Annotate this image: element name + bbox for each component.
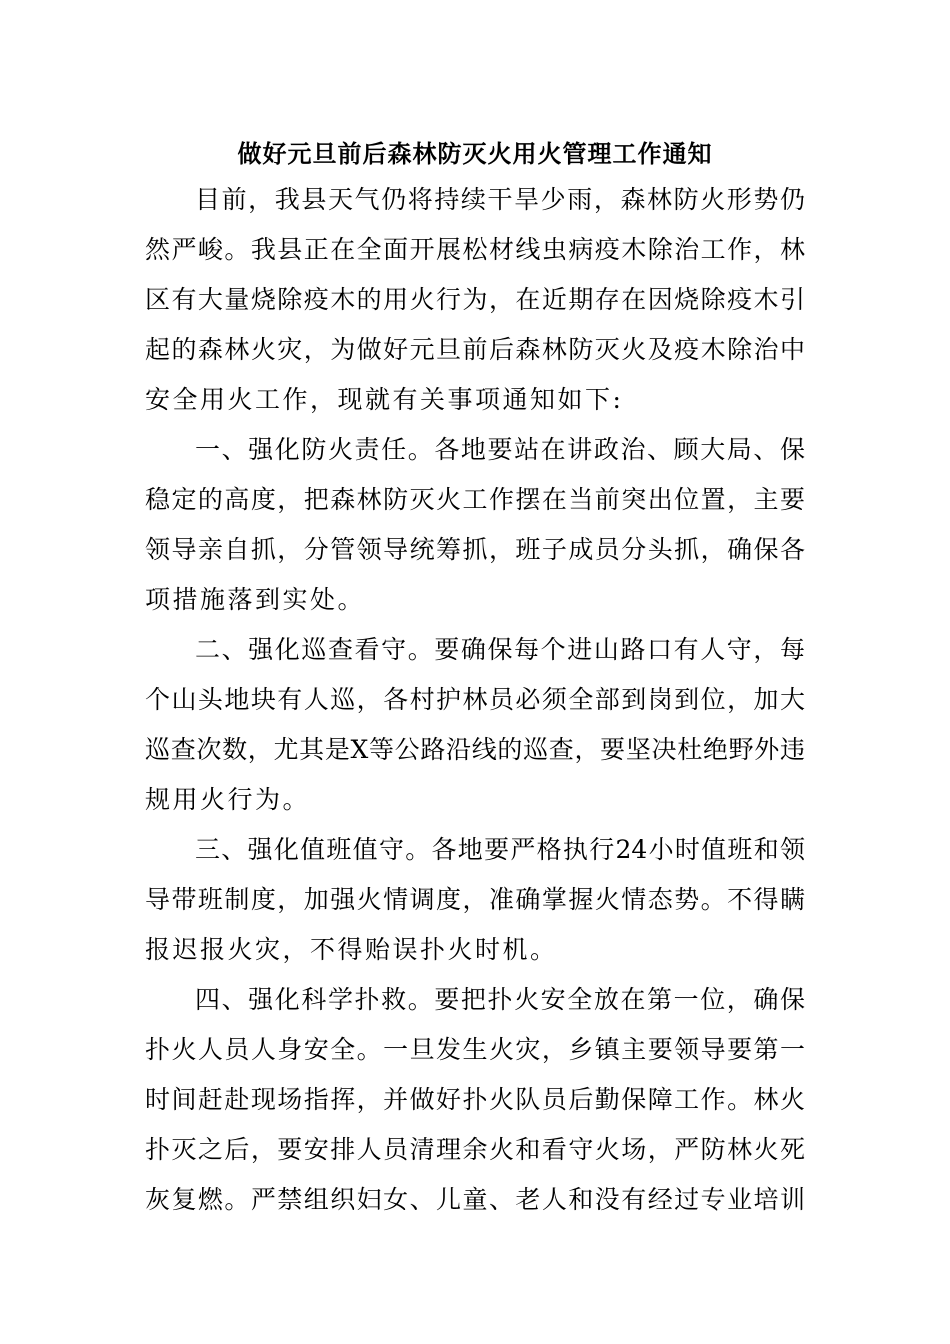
section-1-line-4: 项措施落到实处。 xyxy=(145,585,366,614)
paragraph-1-line-3: 区有大量烧除疫木的用火行为，在近期存在因烧除疫木引 xyxy=(145,285,805,314)
section-2-line-1: 二、强化巡查看守。要确保每个进山路口有人守，每 xyxy=(195,635,805,664)
section-3-line-3: 报迟报火灾，不得贻误扑火时机。 xyxy=(145,935,558,964)
section-4-line-2: 扑火人员人身安全。一旦发生火灾，乡镇主要领导要第一 xyxy=(145,1035,805,1064)
paragraph-1-line-4: 起的森林火灾，为做好元旦前后森林防灭火及疫木除治中 xyxy=(145,335,805,364)
paragraph-1-line-5: 安全用火工作，现就有关事项通知如下: xyxy=(145,385,624,414)
paragraph-1-line-2: 然严峻。我县正在全面开展松材线虫病疫木除治工作，林 xyxy=(145,235,805,264)
section-2-line-3: 巡查次数，尤其是X等公路沿线的巡查，要坚决杜绝野外违 xyxy=(145,735,805,764)
section-4-line-5: 灰复燃。严禁组织妇女、儿童、老人和没有经过专业培训 xyxy=(145,1185,805,1214)
section-2-line-4: 规用火行为。 xyxy=(145,785,311,814)
section-3-line-2: 导带班制度，加强火情调度，准确掌握火情态势。不得瞒 xyxy=(145,885,805,914)
paragraph-1-line-1: 目前，我县天气仍将持续干旱少雨，森林防火形势仍 xyxy=(195,185,805,214)
section-4-line-1: 四、强化科学扑救。要把扑火安全放在第一位，确保 xyxy=(195,985,805,1014)
section-1-line-2: 稳定的高度，把森林防灭火工作摆在当前突出位置，主要 xyxy=(145,485,805,514)
document-title: 做好元旦前后森林防灭火用火管理工作通知 xyxy=(237,139,713,168)
section-1-line-1: 一、强化防火责任。各地要站在讲政治、顾大局、保 xyxy=(195,435,805,464)
section-1-line-3: 领导亲自抓，分管领导统筹抓，班子成员分头抓，确保各 xyxy=(145,535,805,564)
section-3-line-1: 三、强化值班值守。各地要严格执行24小时值班和领 xyxy=(195,835,805,864)
section-2-line-2: 个山头地块有人巡，各村护林员必须全部到岗到位，加大 xyxy=(145,685,805,714)
section-4-line-4: 扑灭之后，要安排人员清理余火和看守火场，严防林火死 xyxy=(145,1135,805,1164)
section-4-line-3: 时间赶赴现场指挥，并做好扑火队员后勤保障工作。林火 xyxy=(145,1085,805,1114)
